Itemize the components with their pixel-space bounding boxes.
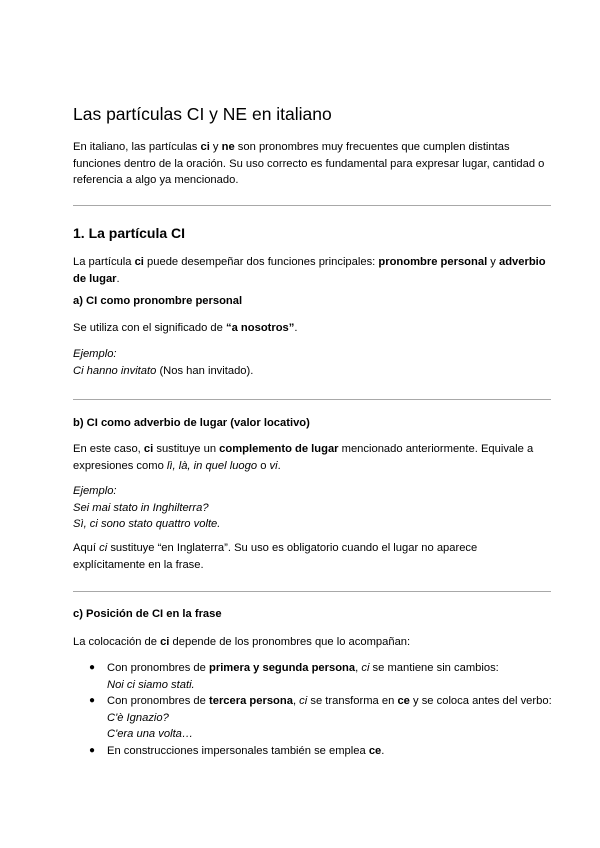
subsection-heading-c: c) Posición de CI en la frase bbox=[73, 608, 222, 620]
subsection-heading-b: b) CI como adverbio de lugar (valor locativo) bbox=[73, 417, 310, 429]
text: o bbox=[257, 459, 270, 472]
term: ci bbox=[134, 256, 144, 268]
bullet-icon: ● bbox=[89, 695, 96, 707]
section-heading-1: 1. La partícula CI bbox=[73, 225, 186, 241]
example-line: Sei mai stato in Inghilterra? bbox=[73, 501, 209, 514]
text: y bbox=[209, 141, 222, 153]
example-label: Ejemplo: bbox=[73, 348, 117, 360]
term-ne: ne bbox=[221, 141, 235, 153]
section1-paragraph bbox=[73, 254, 552, 287]
term: “a nosotros” bbox=[226, 322, 295, 334]
text: Se utiliza con el significado de bbox=[73, 322, 226, 334]
italic-text: lì, là, in quel luogo bbox=[166, 459, 258, 472]
italian-example: Ci hanno invitato bbox=[73, 364, 157, 377]
text: son pronombres muy frecuentes que cumplen distintas funciones dentro de la oración. Su uso correcto es fundamental para expresar lugar, cantidad o referencia a algo ya mencionado. bbox=[73, 141, 545, 187]
sub-a-paragraph bbox=[73, 320, 552, 337]
sub-b-example bbox=[73, 483, 552, 533]
term: ci bbox=[143, 443, 154, 455]
list-item bbox=[73, 660, 552, 693]
text: Con pronombres de bbox=[107, 695, 209, 708]
bullet-icon: ● bbox=[89, 744, 96, 756]
italian-example: Noi ci siamo stati. bbox=[107, 678, 195, 691]
italic-text: ci bbox=[299, 695, 308, 708]
sub-b-note bbox=[73, 540, 552, 573]
subsection-heading-a: a) CI como pronombre personal bbox=[73, 295, 243, 307]
text: En italiano, las partículas bbox=[73, 141, 201, 153]
text: Aquí bbox=[73, 542, 100, 554]
sub-c-paragraph bbox=[73, 634, 552, 651]
italic-text: ci bbox=[99, 542, 108, 554]
term: complemento de lugar bbox=[219, 443, 339, 455]
text: se mantiene sin cambios: bbox=[369, 662, 499, 674]
sub-b-paragraph bbox=[73, 441, 552, 474]
term: pronombre personal bbox=[378, 256, 488, 268]
text: . bbox=[381, 744, 385, 757]
text: puede desempeñar dos funciones principales: bbox=[143, 256, 379, 268]
text: y se coloca antes del verbo: bbox=[409, 695, 552, 708]
example-line bbox=[73, 363, 552, 380]
intro-paragraph bbox=[73, 139, 552, 189]
text: depende de los pronombres que lo acompañan: bbox=[169, 636, 411, 648]
section-divider bbox=[73, 399, 551, 400]
term: primera y segunda persona bbox=[209, 662, 356, 674]
example-label: Ejemplo: bbox=[73, 485, 117, 497]
text: , bbox=[292, 695, 300, 708]
text: . bbox=[277, 459, 281, 472]
term-ci: ci bbox=[200, 141, 210, 153]
italian-example: C'era una volta… bbox=[107, 728, 194, 741]
sub-a-example bbox=[73, 346, 552, 379]
term: ce bbox=[368, 744, 382, 757]
text: , bbox=[355, 662, 362, 674]
text: La partícula bbox=[73, 256, 135, 268]
section-divider bbox=[73, 205, 551, 206]
text: . bbox=[294, 322, 298, 334]
term: tercera persona bbox=[209, 695, 293, 708]
list-item bbox=[73, 743, 552, 760]
term: ci bbox=[160, 636, 170, 648]
text: Con pronombres de bbox=[107, 662, 209, 674]
bullet-icon: ● bbox=[89, 662, 96, 673]
page-title: Las partículas CI y NE en italiano bbox=[73, 104, 332, 124]
text: se transforma en bbox=[307, 695, 398, 708]
italic-text: vi bbox=[269, 459, 278, 472]
translation: (Nos han invitado). bbox=[156, 364, 254, 377]
text: . bbox=[116, 272, 120, 285]
italic-text: ci bbox=[361, 662, 370, 674]
text: y bbox=[487, 256, 499, 268]
term: adverbio de lugar bbox=[73, 256, 546, 285]
text: sustituye un bbox=[153, 443, 220, 455]
text: sustituye “en Inglaterra”. Su uso es obligatorio cuando el lugar no aparece explícitamente en la frase. bbox=[73, 542, 478, 571]
term: ce bbox=[397, 695, 410, 708]
text: La colocación de bbox=[73, 636, 161, 648]
example-line: Sì, ci sono stato quattro volte. bbox=[73, 518, 221, 531]
text: En este caso, bbox=[73, 443, 144, 455]
list-item bbox=[73, 693, 552, 743]
text: En construcciones impersonales también se emplea bbox=[107, 744, 369, 757]
bullet-list bbox=[73, 660, 552, 760]
section-divider bbox=[73, 591, 551, 592]
text: mencionado anteriormente. Equivale a expresiones como bbox=[73, 443, 534, 472]
italian-example: C'è Ignazio? bbox=[107, 711, 169, 724]
